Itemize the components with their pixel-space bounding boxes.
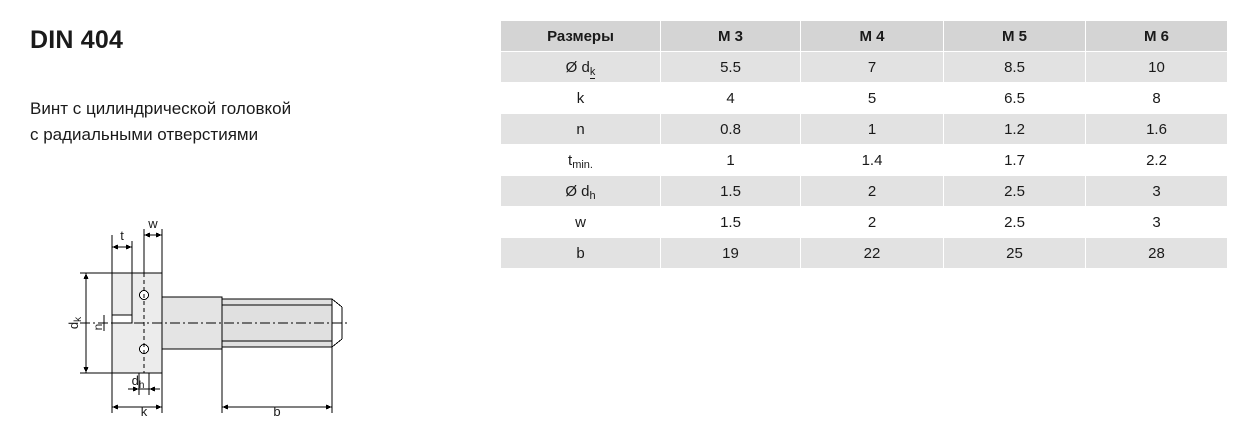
column-header-dimensions: Размеры: [501, 21, 661, 52]
cell-k-m3: 4: [661, 83, 801, 114]
cell-b-m5: 25: [944, 238, 1086, 269]
cell-dk-m6: 10: [1086, 52, 1228, 83]
drawing-label-t: t: [120, 228, 124, 243]
page-title: DIN 404: [30, 26, 124, 54]
cell-b-m4: 22: [801, 238, 944, 269]
cell-tmin-m5: 1.7: [944, 145, 1086, 176]
cell-dh-m3: 1.5: [661, 176, 801, 207]
row-label-b: b: [501, 238, 661, 269]
table-row: [501, 52, 1228, 83]
table-row: [501, 114, 1228, 145]
table-header: [501, 21, 1228, 52]
drawing-label-b: b: [273, 404, 281, 419]
cell-b-m6: 28: [1086, 238, 1228, 269]
description-line-1: Винт с цилиндрической головкой: [30, 99, 292, 118]
column-header-m6: M 6: [1086, 21, 1228, 52]
left-column: [0, 0, 500, 434]
row-label-n: n: [501, 114, 661, 145]
cell-dh-m4: 2: [801, 176, 944, 207]
column-header-m3: M 3: [661, 21, 801, 52]
cell-w-m4: 2: [801, 207, 944, 238]
table-row: [501, 238, 1228, 269]
drawing-label-n: n: [91, 323, 105, 331]
drawing-label-dk: $d_k$: [66, 316, 84, 330]
product-description: [30, 96, 430, 148]
cell-tmin-m6: 2.2: [1086, 145, 1228, 176]
table-header-row: [501, 21, 1228, 52]
dimensions-table-container: [500, 20, 1227, 269]
column-header-m4: M 4: [801, 21, 944, 52]
technical-drawing: [20, 215, 350, 420]
cell-dk-m3: 5.5: [661, 52, 801, 83]
drawing-label-dh: $d_h$: [131, 373, 145, 391]
description-line-2: с радиальными отверстиями: [30, 125, 259, 144]
cell-n-m3: 0.8: [661, 114, 801, 145]
cell-b-m3: 19: [661, 238, 801, 269]
row-label-dh: Ø $d_h$: [501, 176, 661, 207]
cell-tmin-m4: 1.4: [801, 145, 944, 176]
drawing-label-w: w: [148, 216, 158, 231]
row-label-tmin: $t_{min.}$: [501, 145, 661, 176]
cell-w-m5: 2.5: [944, 207, 1086, 238]
cell-k-m5: 6.5: [944, 83, 1086, 114]
cell-n-m6: 1.6: [1086, 114, 1228, 145]
row-label-w: w: [501, 207, 661, 238]
dimensions-table: [500, 20, 1228, 269]
cell-dh-m5: 2.5: [944, 176, 1086, 207]
table-row: [501, 145, 1228, 176]
cell-dh-m6: 3: [1086, 176, 1228, 207]
row-label-dk: Ø $d_k$: [501, 52, 661, 83]
row-label-k: k: [501, 83, 661, 114]
drawing-label-k: k: [140, 404, 148, 419]
cell-w-m3: 1.5: [661, 207, 801, 238]
cell-w-m6: 3: [1086, 207, 1228, 238]
column-header-m5: M 5: [944, 21, 1086, 52]
table-row: [501, 176, 1228, 207]
cell-k-m6: 8: [1086, 83, 1228, 114]
cell-k-m4: 5: [801, 83, 944, 114]
cell-n-m4: 1: [801, 114, 944, 145]
table-body: [501, 52, 1228, 269]
cell-dk-m4: 7: [801, 52, 944, 83]
cell-tmin-m3: 1: [661, 145, 801, 176]
cell-dk-m5: 8.5: [944, 52, 1086, 83]
cell-n-m5: 1.2: [944, 114, 1086, 145]
table-row: [501, 83, 1228, 114]
table-row: [501, 207, 1228, 238]
